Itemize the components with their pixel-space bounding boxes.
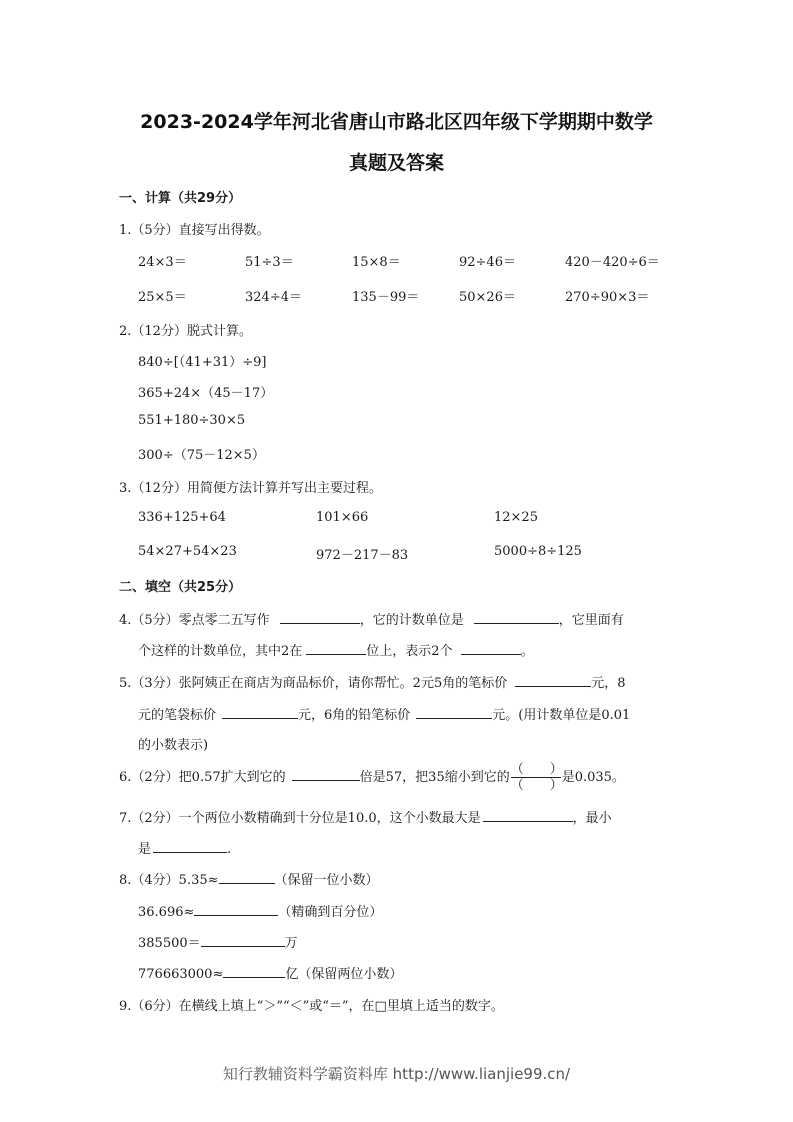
q1-item: 420－420÷6＝	[565, 255, 660, 270]
q7-answer-blank[interactable]	[153, 840, 227, 853]
q4-text: 。	[520, 644, 534, 659]
section-heading-calc: 一、计算（共29分）	[119, 191, 242, 206]
q5-line2	[138, 704, 630, 723]
q6-text: 倍是57，把35缩小到它的	[359, 770, 510, 785]
q8-answer-blank[interactable]	[219, 871, 275, 884]
q8-answer-blank[interactable]	[223, 965, 285, 978]
q3-item: 12×25	[494, 510, 538, 525]
q6-fraction-denominator: （ ）	[510, 778, 563, 793]
q6-text: 是0.035。	[561, 770, 625, 785]
q5-text: 元，6角的铅笔标价	[298, 708, 411, 723]
q4-answer-blank[interactable]	[474, 611, 559, 624]
q5-answer-blank[interactable]	[416, 706, 492, 719]
doc-title-line2: 真题及答案	[348, 152, 444, 174]
q4-answer-blank[interactable]	[306, 642, 366, 655]
q1-item: 50×26＝	[459, 290, 516, 305]
q8-text: 万	[284, 936, 298, 951]
q1-item: 25×5＝	[138, 290, 187, 305]
q8-text: 36.696≈	[138, 905, 195, 920]
q5-answer-blank[interactable]	[515, 674, 591, 687]
q7-text: 7.（2分）一个两位小数精确到十分位是10.0，这个小数最大是	[119, 811, 481, 826]
q3-item: 54×27+54×23	[138, 544, 237, 559]
q8-text: 385500＝	[138, 936, 201, 951]
q1-item: 270÷90×3＝	[565, 290, 650, 305]
q7-text: .	[227, 842, 232, 857]
q5-text: 元。(用计数单位是0.01	[492, 708, 631, 723]
q1-item: 135－99＝	[352, 290, 420, 305]
q4-text: ，它的计数单位是	[359, 613, 464, 628]
q9-stem: 9.（6分）在横线上填上“＞”“＜”或“＝”，在□里填上适当的数字。	[119, 999, 504, 1014]
q2-item: 840÷[（41+31）÷9]	[138, 355, 267, 370]
q6-line	[119, 760, 625, 796]
q4-answer-blank[interactable]	[280, 611, 360, 624]
q1-item: 24×3＝	[138, 255, 187, 270]
q1-item: 92÷46＝	[459, 255, 516, 270]
q2-item: 365+24×（45－17）	[138, 386, 274, 401]
q3-item: 5000÷8÷125	[494, 544, 582, 559]
q7-line2	[138, 838, 231, 857]
q3-stem: 3.（12分）用简便方法计算并写出主要过程。	[119, 481, 382, 496]
q5-line1	[119, 672, 626, 691]
q1-stem: 1.（5分）直接写出得数。	[119, 223, 270, 238]
q5-text: 元，8	[591, 676, 626, 691]
q7-text: ，最小	[572, 811, 612, 826]
q8-answer-blank[interactable]	[194, 903, 278, 916]
q8-text: 776663000≈	[138, 967, 224, 982]
q5-text: 5.（3分）张阿姨正在商店为商品标价，请你帮忙。2元5角的笔标价	[119, 676, 508, 691]
q4-line2	[138, 640, 534, 659]
q7-line1	[119, 807, 612, 826]
q5-line3: 的小数表示)	[138, 738, 209, 753]
q4-text: 个这样的计数单位，其中2在	[138, 644, 303, 659]
q4-text: ，它里面有	[558, 613, 624, 628]
q8-line4	[138, 963, 402, 982]
footer-watermark: 知行教辅资料学霸资料库 http://www.lianjie99.cn/	[222, 1065, 571, 1083]
q8-text: 亿（保留两位小数）	[285, 967, 403, 982]
q6-answer-blank[interactable]	[292, 768, 360, 781]
q2-item: 300÷（75－12×5）	[138, 448, 265, 463]
section-heading-fill: 二、填空（共25分）	[119, 580, 242, 595]
q4-line1	[119, 609, 624, 628]
q2-stem: 2.（12分）脱式计算。	[119, 324, 252, 339]
q2-item: 551+180÷30×5	[138, 413, 246, 428]
q8-line1	[119, 869, 379, 888]
q8-answer-blank[interactable]	[201, 934, 285, 947]
q7-text: 是	[138, 842, 152, 857]
q8-text: （精确到百分位）	[278, 905, 383, 920]
q3-item: 336+125+64	[138, 510, 226, 525]
q8-line3	[138, 932, 298, 951]
q3-item: 101×66	[316, 510, 369, 525]
q4-answer-blank[interactable]	[461, 642, 521, 655]
q5-text: 元的笔袋标价	[138, 708, 217, 723]
q1-item: 324÷4＝	[245, 290, 302, 305]
q4-text: 4.（5分）零点零二五写作	[119, 613, 270, 628]
q6-fraction[interactable]	[511, 762, 561, 793]
q6-text: 6.（2分）把0.57扩大到它的	[119, 770, 286, 785]
q7-answer-blank[interactable]	[483, 809, 573, 822]
q1-item: 51÷3＝	[245, 255, 294, 270]
q8-text: （保留一位小数）	[274, 873, 379, 888]
doc-title-line1: 2023-2024学年河北省唐山市路北区四年级下学期期中数学	[140, 111, 653, 133]
q6-fraction-numerator: （ ）	[510, 762, 563, 777]
q3-item: 972－217－83	[316, 548, 409, 563]
q8-text: 8.（4分）5.35≈	[119, 873, 219, 888]
q4-text: 位上，表示2个	[366, 644, 453, 659]
q8-line2	[138, 901, 382, 920]
q1-item: 15×8＝	[352, 255, 401, 270]
q5-answer-blank[interactable]	[222, 706, 298, 719]
